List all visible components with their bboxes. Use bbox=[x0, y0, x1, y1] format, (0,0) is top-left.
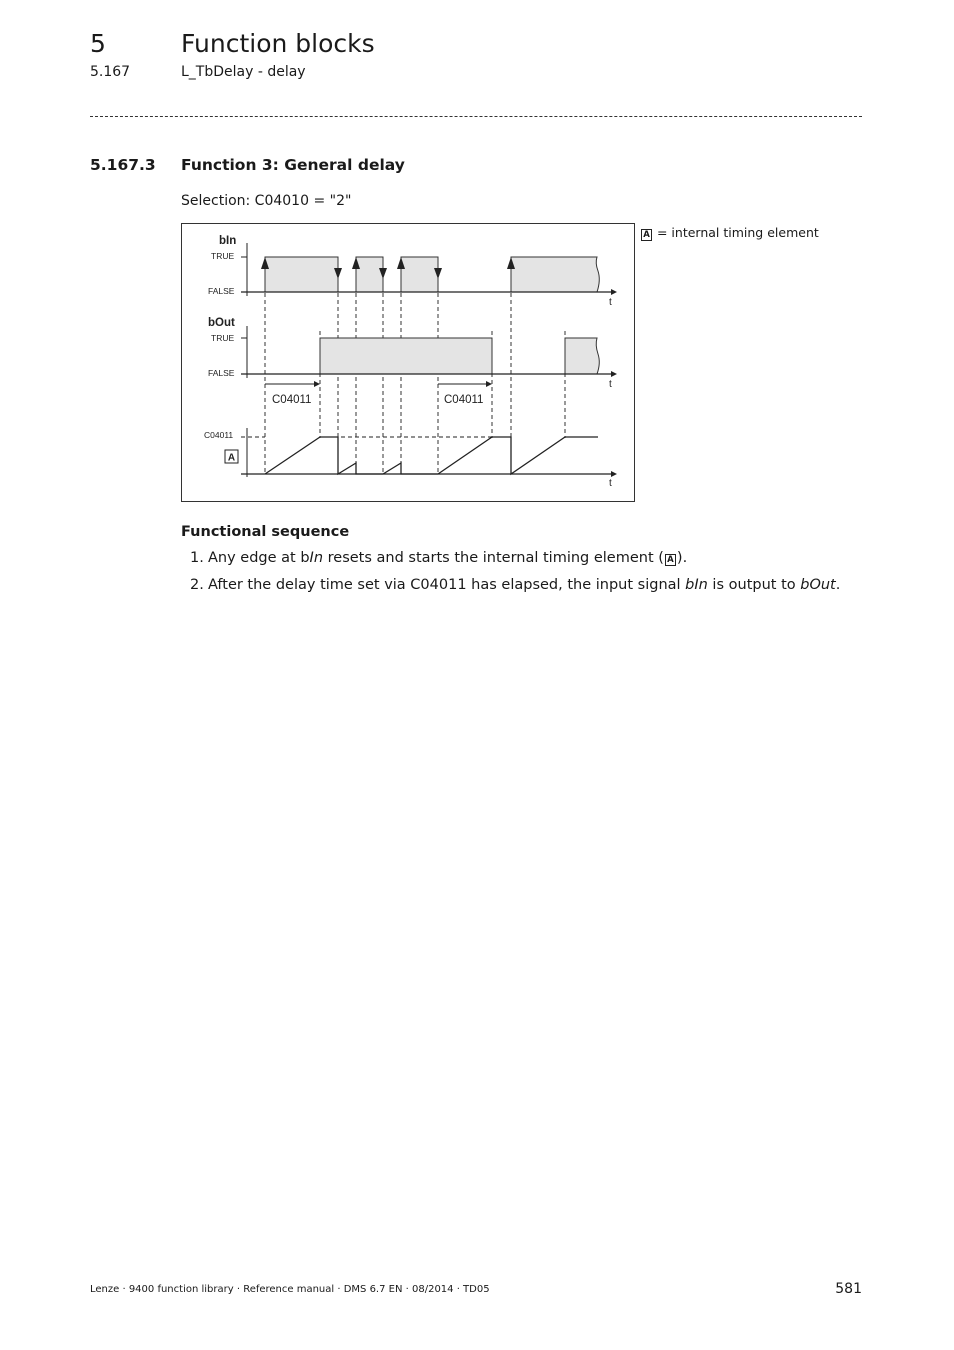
chapter-title: Function blocks bbox=[181, 29, 375, 58]
list-item-number: 1. bbox=[190, 550, 204, 566]
list-item bbox=[181, 575, 861, 595]
section-number: 5.167 bbox=[90, 64, 131, 80]
delay-label-1: C04011 bbox=[272, 394, 312, 406]
footer-document-info: Lenze · 9400 function library · Reference manual · DMS 6.7 EN · 08/2014 · TD05 bbox=[90, 1284, 490, 1295]
legend-marker-a: A bbox=[641, 229, 652, 241]
functional-sequence-heading: Functional sequence bbox=[181, 524, 350, 540]
timing-diagram bbox=[181, 223, 635, 502]
subsection-number: 5.167.3 bbox=[90, 156, 156, 174]
bin-false-label: FALSE bbox=[208, 286, 235, 296]
timer-level-label: C04011 bbox=[204, 430, 234, 440]
timer-time-axis-label: t bbox=[609, 478, 612, 489]
list-item-text: is output to bbox=[707, 577, 801, 593]
list-item-text: resets and starts the internal timing element ( bbox=[323, 550, 664, 566]
bin-label: bIn bbox=[219, 235, 237, 247]
list-item-text: ). bbox=[676, 550, 688, 566]
header-divider bbox=[90, 116, 862, 117]
bout-label: bOut bbox=[208, 317, 235, 329]
bout-time-axis-label: t bbox=[609, 379, 612, 390]
subsection-title: Function 3: General delay bbox=[181, 156, 405, 174]
legend-text: = internal timing element bbox=[656, 225, 819, 240]
bin-time-axis-label: t bbox=[609, 297, 612, 308]
functional-sequence-list bbox=[181, 548, 861, 602]
bin-true-label: TRUE bbox=[211, 251, 235, 261]
list-item-text: . bbox=[835, 577, 841, 593]
section-title: L_TbDelay - delay bbox=[181, 64, 306, 80]
list-item-number: 2. bbox=[190, 577, 204, 593]
selection-text: Selection: C04010 = "2" bbox=[181, 193, 352, 209]
list-item-text: Any edge at b bbox=[208, 550, 310, 566]
list-item bbox=[181, 548, 861, 568]
bout-false-label: FALSE bbox=[208, 368, 235, 378]
timer-marker-a: A bbox=[227, 452, 236, 464]
chapter-number: 5 bbox=[90, 29, 106, 58]
list-item-text: After the delay time set via C04011 has elapsed, the input signal bbox=[208, 577, 686, 593]
list-item-emphasis: bOut bbox=[800, 577, 836, 593]
page-number: 581 bbox=[835, 1281, 862, 1297]
list-item-emphasis: bIn bbox=[685, 577, 708, 593]
bin-trace bbox=[241, 243, 617, 296]
inline-marker-a: A bbox=[665, 554, 676, 566]
timer-trace bbox=[225, 428, 617, 477]
bout-true-label: TRUE bbox=[211, 333, 235, 343]
delay-label-2: C04011 bbox=[444, 394, 484, 406]
list-item-emphasis: In bbox=[309, 550, 324, 566]
bout-trace bbox=[241, 326, 617, 387]
diagram-legend bbox=[640, 224, 819, 242]
